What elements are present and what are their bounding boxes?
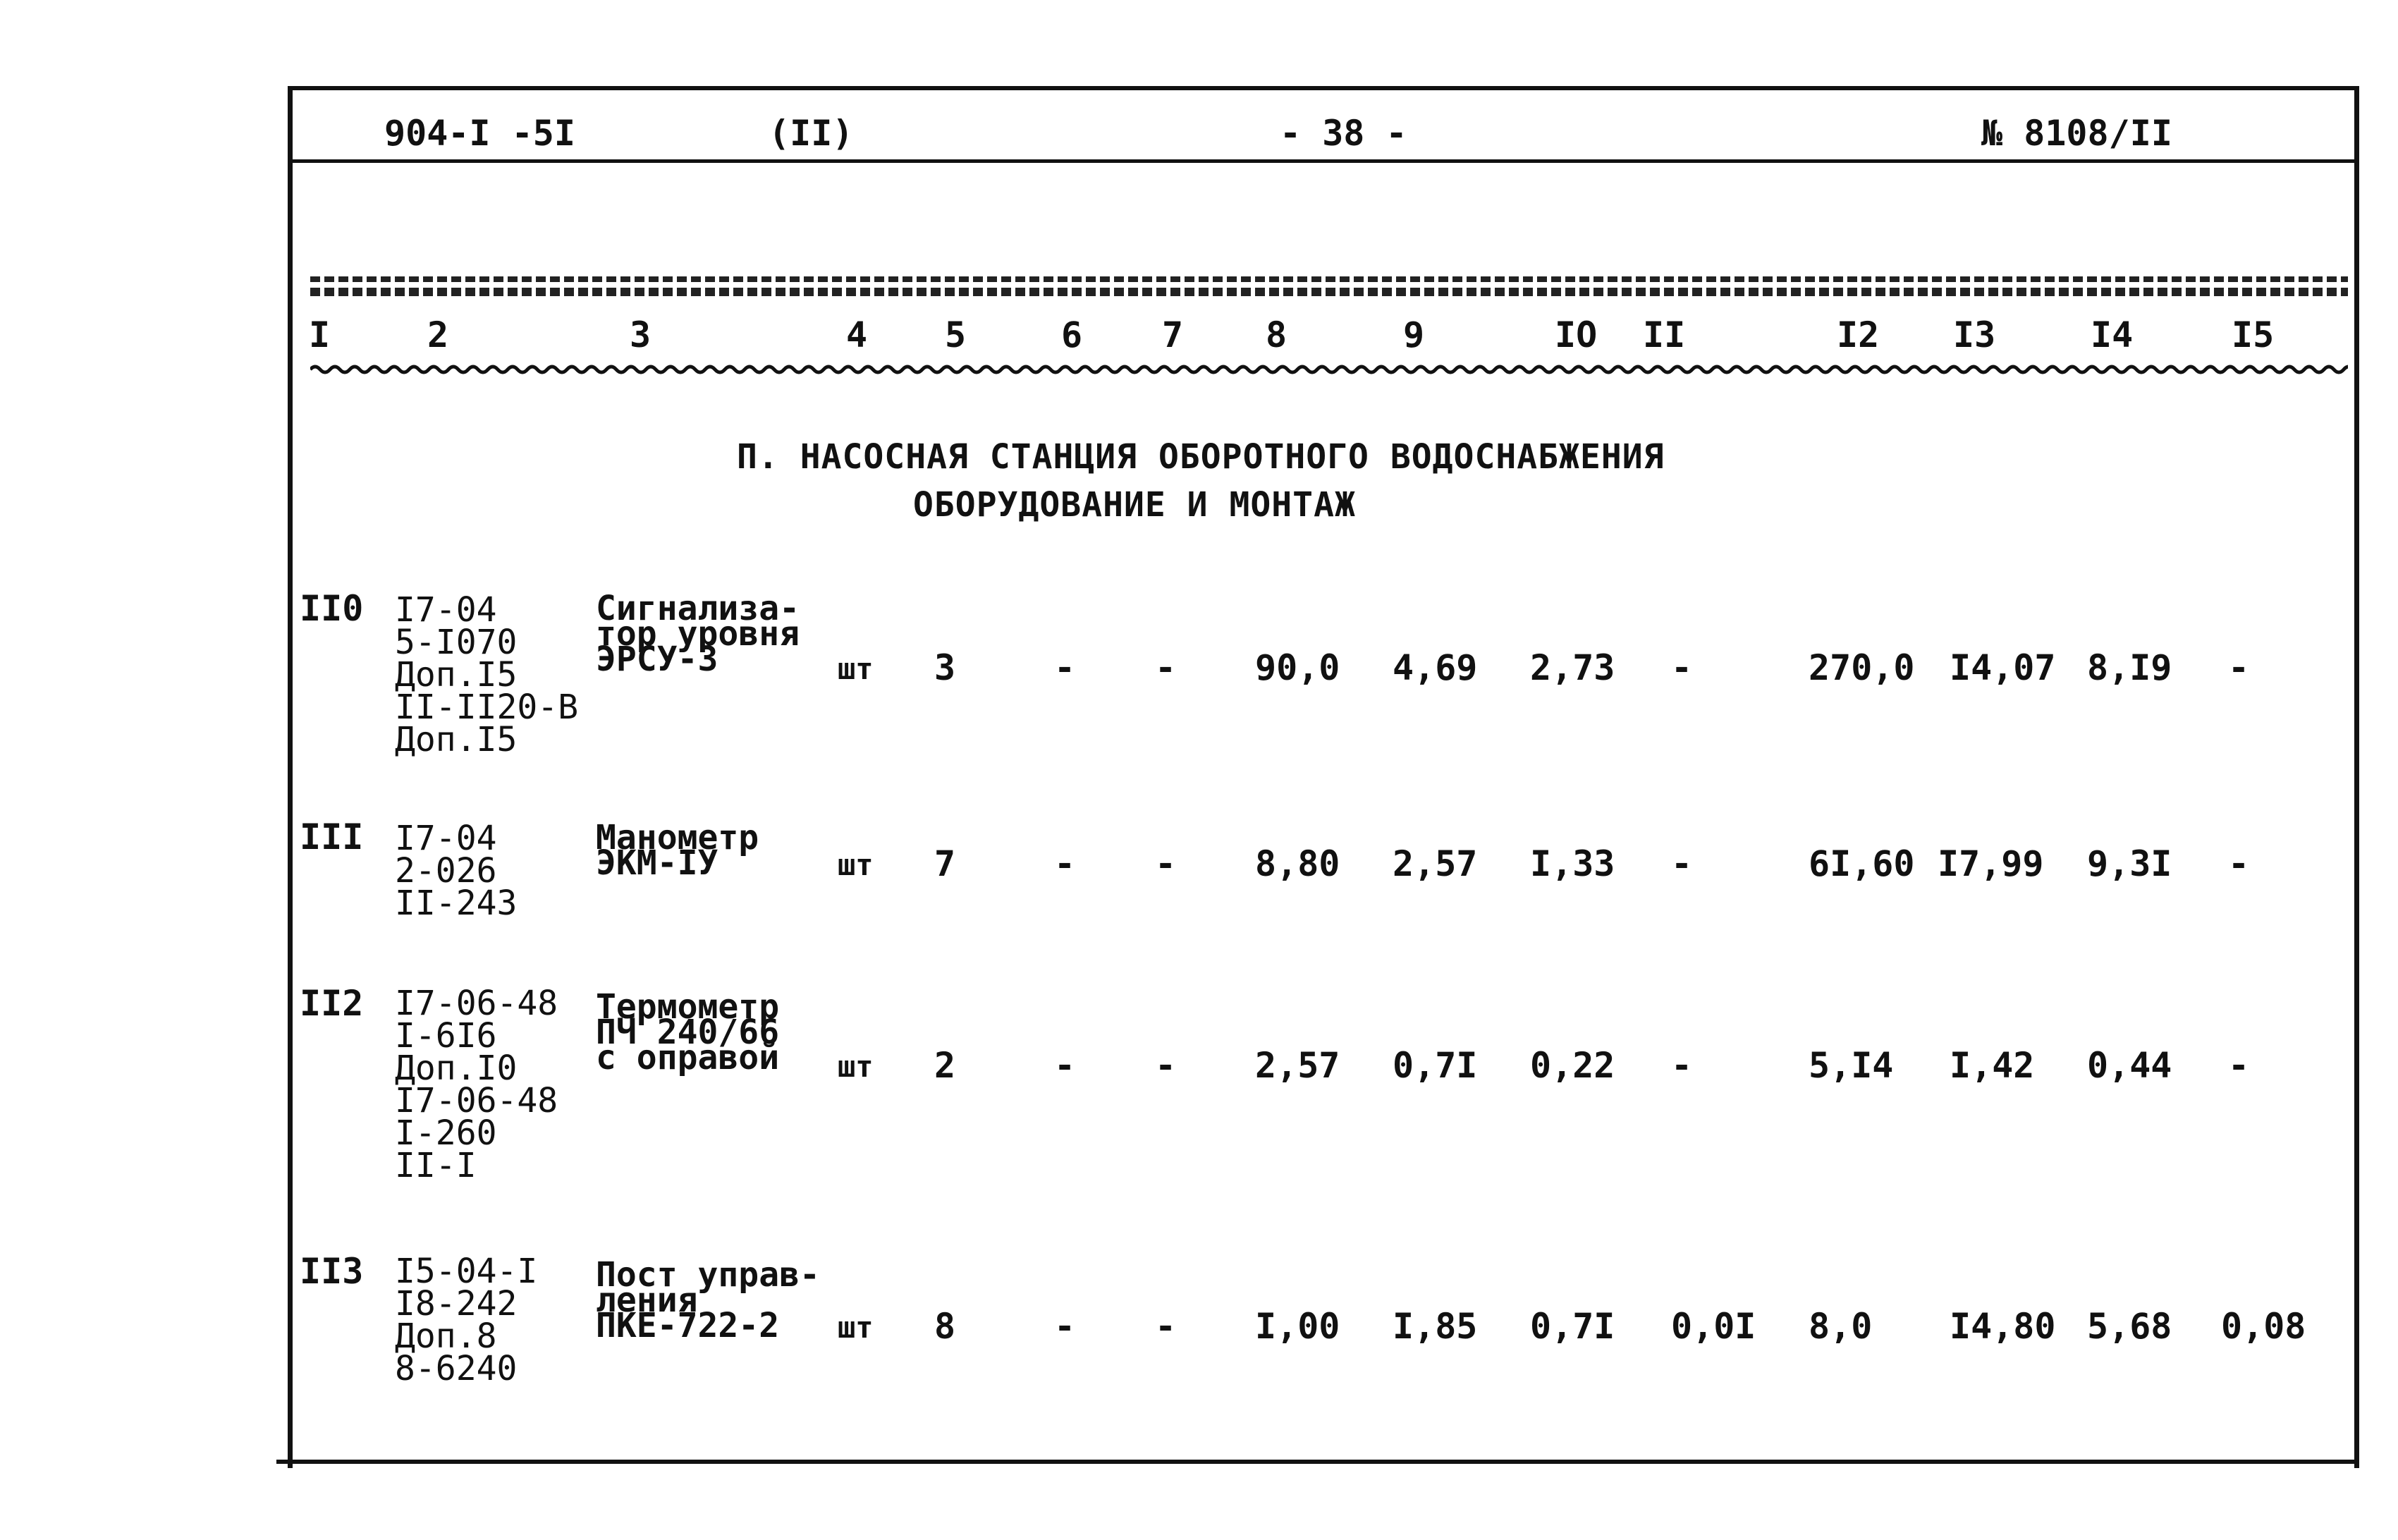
col7-value: - [1155,843,1177,884]
quantity: 3 [934,647,956,688]
col10-value: 0,7I [1530,1306,1615,1347]
column-number-7: 7 [1162,314,1184,355]
col15-value: - [2228,1045,2250,1086]
column-number-8: 8 [1266,314,1287,355]
column-number-14: I4 [2091,314,2134,355]
row-number: II3 [300,1251,364,1292]
column-number-3: 3 [630,314,652,355]
col9-value: 2,57 [1393,843,1478,884]
part-number: (II) [769,113,854,154]
column-number-1: I [309,314,331,355]
price-code: I7-06-48 I-6I6 Доп.I0 I7-06-48 I-260 II-I [395,984,558,1185]
item-description: Манометр ЭКМ-IУ [596,818,759,883]
price-code: I7-04 2-026 II-243 [395,819,518,923]
col12-value: 270,0 [1809,647,1915,688]
column-number-13: I3 [1953,314,1996,355]
page-number: - 38 - [1280,113,1407,154]
section-title: П. НАСОСНАЯ СТАНЦИЯ ОБОРОТНОГО ВОДОСНАБЖЕНИЯ [737,437,1665,477]
col15-value: - [2228,647,2250,688]
col8-value: I,00 [1255,1306,1340,1347]
col12-value: 8,0 [1809,1306,1873,1347]
col14-value: 5,68 [2087,1306,2172,1347]
col6-value: - [1054,647,1076,688]
col13-value: I4,07 [1950,647,2056,688]
wavy-rule [310,361,2348,378]
col12-value: 6I,60 [1809,843,1915,884]
unit: шт [838,1310,874,1345]
section-subtitle: ОБОРУДОВАНИЕ И МОНТАЖ [913,485,1356,525]
col15-value: 0,08 [2221,1306,2306,1347]
col14-value: 8,I9 [2087,647,2172,688]
col13-value: I7,99 [1938,843,2044,884]
column-number-6: 6 [1061,314,1083,355]
header-rule [293,159,2354,163]
document-number: № 8108/II [1981,113,2172,154]
column-number-5: 5 [945,314,967,355]
col8-value: 90,0 [1255,647,1340,688]
col7-value: - [1155,1306,1177,1347]
col6-value: - [1054,843,1076,884]
col9-value: I,85 [1393,1306,1478,1347]
col11-value: - [1671,843,1693,884]
column-number-15: I5 [2232,314,2275,355]
column-number-12: I2 [1837,314,1880,355]
column-number-11: II [1643,314,1686,355]
col9-value: 4,69 [1393,647,1478,688]
price-code: I5-04-I I8-242 Доп.8 8-6240 [395,1252,538,1388]
col15-value: - [2228,843,2250,884]
col10-value: I,33 [1530,843,1615,884]
col9-value: 0,7I [1393,1045,1478,1086]
col6-value: - [1054,1045,1076,1086]
col7-value: - [1155,1045,1177,1086]
item-description: Сигнализа- тор уровня ЭРСУ-3 [596,589,800,679]
col8-value: 2,57 [1255,1045,1340,1086]
col7-value: - [1155,647,1177,688]
col11-value: 0,0I [1671,1306,1756,1347]
col10-value: 0,22 [1530,1045,1615,1086]
double-dash-rule [310,276,2348,296]
quantity: 8 [934,1306,956,1347]
row-number: II0 [300,588,364,629]
row-number: III [300,817,364,857]
unit: шт [838,1049,874,1084]
col14-value: 9,3I [2087,843,2172,884]
frame-bottom-rule [276,1460,2359,1464]
col13-value: I4,80 [1950,1306,2056,1347]
quantity: 2 [934,1045,956,1086]
unit: шт [838,848,874,882]
col11-value: - [1671,1045,1693,1086]
series-number: 904-I -5I [384,113,575,154]
col10-value: 2,73 [1530,647,1615,688]
column-number-9: 9 [1403,314,1425,355]
col11-value: - [1671,647,1693,688]
price-code: I7-04 5-I070 Доп.I5 II-II20-В Доп.I5 [395,590,579,759]
item-description: Термометр ПЧ 240/66 с оправой [596,987,780,1077]
quantity: 7 [934,843,956,884]
column-number-2: 2 [427,314,449,355]
column-number-10: IO [1555,314,1598,355]
unit: шт [838,652,874,686]
col12-value: 5,I4 [1809,1045,1894,1086]
item-description: Пост управ- ления ПКЕ-722-2 [596,1255,820,1345]
column-number-4: 4 [846,314,868,355]
row-number: II2 [300,983,364,1024]
col8-value: 8,80 [1255,843,1340,884]
col14-value: 0,44 [2087,1045,2172,1086]
col6-value: - [1054,1306,1076,1347]
col13-value: I,42 [1950,1045,2035,1086]
